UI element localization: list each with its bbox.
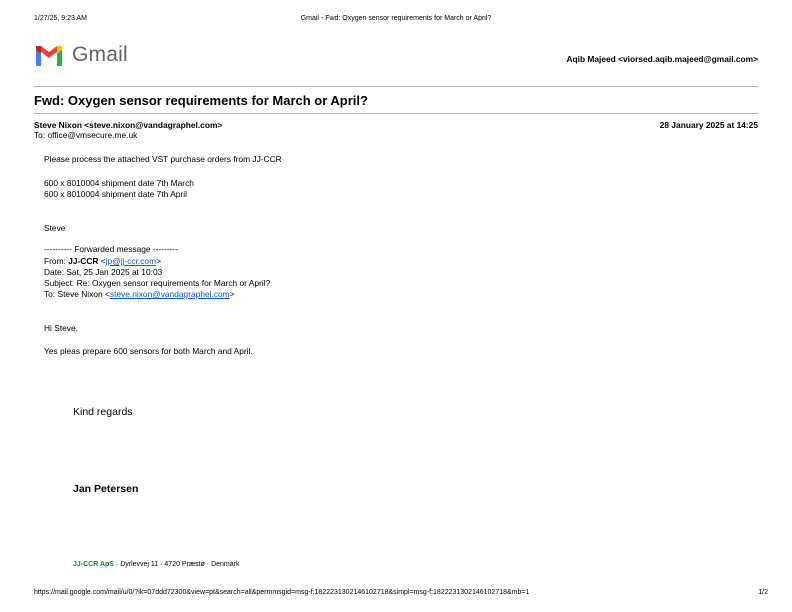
gmail-m-icon (34, 44, 64, 68)
order-line: 600 x 8010004 shipment date 7th April (44, 189, 187, 199)
recipient: To: office@vmsecure.me.uk (34, 130, 138, 140)
forward-date: Date: Sat, 25 Jan 2025 at 10:03 (44, 267, 163, 277)
print-datetime: 1/27/25, 9:23 AM (34, 15, 87, 22)
reply-text: Yes pleas prepare 600 sensors for both March and April. (44, 346, 253, 356)
print-title: Gmail - Fwd: Oxygen sensor requirements for March or April? (300, 15, 492, 22)
company-footer (73, 561, 239, 568)
reply-greeting: Hi Steve. (44, 323, 78, 333)
page-number: 1/2 (758, 589, 768, 596)
gmail-wordmark: Gmail (72, 43, 128, 66)
account-email: Aqib Majeed <viorsed.aqib.majeed@gmail.com> (566, 54, 758, 64)
subject-divider (34, 113, 758, 114)
forward-to: To: Steve Nixon <steve.nixon@vandagraphel.com> (44, 289, 235, 299)
header-divider (34, 86, 758, 87)
forward-from-name: JJ-CCR (68, 256, 99, 266)
kind-regards: Kind regards (73, 406, 133, 418)
to-email-link[interactable]: steve.nixon@vandagraphel.com (109, 289, 230, 299)
forward-from: From: JJ-CCR <jp@jj-ccr.com> (44, 256, 161, 266)
print-url: https://mail.google.com/mail/u/0/?ik=07ddd72300&view=pt&search=all&permmsgid=msg-f:1822231302146102718&simpl=msg-f:1822231302146102718&mb=1 (34, 589, 530, 596)
forward-divider: ---------- Forwarded message --------- (44, 244, 178, 254)
company-address: · Dyrlevvej 11 · 4720 Præstø · Denmark (113, 561, 240, 568)
signoff: Steve (44, 223, 66, 233)
company-name: JJ-CCR ApS (73, 561, 114, 568)
forward-subject: Subject: Re: Oxygen sensor requirements for March or April? (44, 278, 271, 288)
sender: Steve Nixon <steve.nixon@vandagraphel.com> (34, 120, 223, 130)
order-line: 600 x 8010004 shipment date 7th March (44, 178, 194, 188)
email-subject: Fwd: Oxygen sensor requirements for March or April? (34, 93, 368, 108)
intro-line: Please process the attached VST purchase orders from JJ-CCR (44, 154, 282, 164)
sent-date: 28 January 2025 at 14:25 (659, 120, 758, 130)
from-email-link[interactable]: jp@jj-ccr.com (105, 256, 157, 266)
signature-name: Jan Petersen (73, 483, 139, 495)
